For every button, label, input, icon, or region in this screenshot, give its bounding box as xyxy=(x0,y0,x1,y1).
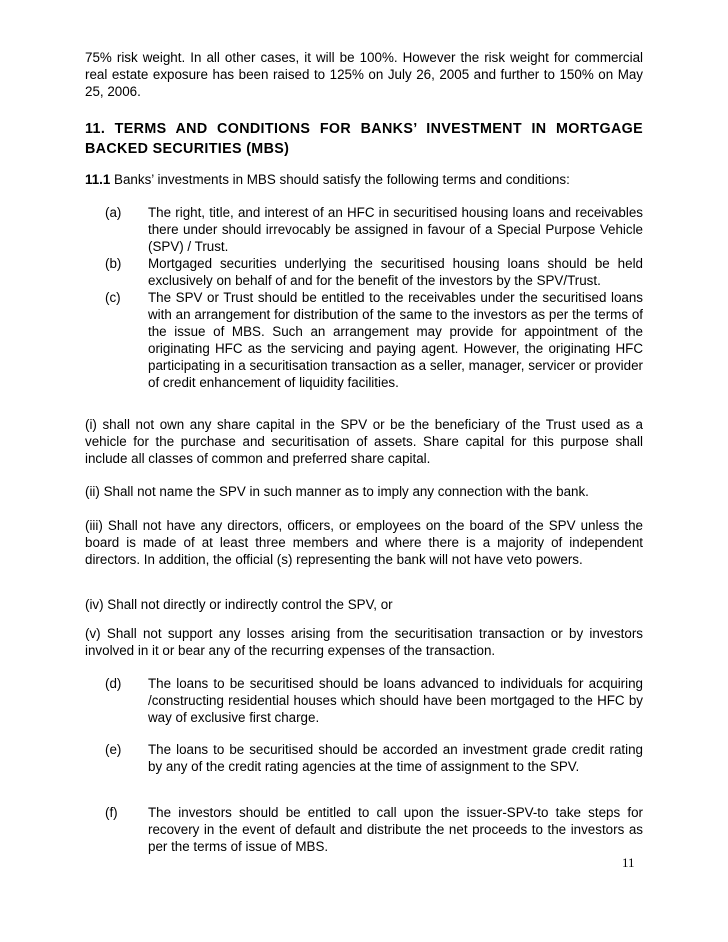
roman-paragraph-iv: (iv) Shall not directly or indirectly control the SPV, or xyxy=(85,597,393,612)
list-item-label: (e) xyxy=(105,742,122,757)
list-item-text: The investors should be entitled to call upon the issuer-SPV-to take steps for recovery in the event of default and distribute the net proceeds to the investors as per the terms of issue of MBS. xyxy=(148,805,643,854)
page-number: 11 xyxy=(622,855,635,870)
list-item-text: The SPV or Trust should be entitled to the receivables under the securitised loans with an arrangement for distribution of the same to the investors as per the terms of the issue of MBS. Such an arrangement may provide for appointment of the originating HFC as the servicing and paying agent. However, the originating HFC participating in a securitisation transaction as a seller, manager, servicer or provider of credit enhancement of liquidity facilities. xyxy=(148,290,643,390)
roman-paragraph-v: (v) Shall not support any losses arising from the securitisation transaction or by investors involved in it or bear any of the recurring expenses of the transaction. xyxy=(85,626,643,658)
roman-paragraph-ii: (ii) Shall not name the SPV in such manner as to imply any connection with the bank. xyxy=(85,484,589,499)
list-item-text: The right, title, and interest of an HFC in securitised housing loans and receivables there under should irrevocably be assigned in favour of a Special Purpose Vehicle (SPV) / Trust. xyxy=(148,205,643,254)
roman-paragraph-i: (i) shall not own any share capital in the SPV or be the beneficiary of the Trust used as a vehicle for the purchase and securitisation of assets. Share capital for this purpose shall include all classes of common and preferred share capital. xyxy=(85,417,643,466)
roman-paragraph-iii: (iii) Shall not have any directors, officers, or employees on the board of the SPV unless the board is made of at least three members and where there is a majority of independent directors. In addition, the official (s) representing the bank will not have veto powers. xyxy=(85,518,643,567)
list-item-label: (a) xyxy=(105,205,122,220)
list-item-label: (b) xyxy=(105,256,122,271)
subsection-number: 11.1 xyxy=(85,172,111,187)
list-item-text: The loans to be securitised should be accorded an investment grade credit rating by any of the credit rating agencies at the time of assignment to the SPV. xyxy=(148,742,643,774)
list-item-label: (c) xyxy=(105,290,121,305)
section-heading: 11. TERMS AND CONDITIONS FOR BANKS’ INVESTMENT IN MORTGAGE BACKED SECURITIES (MBS) xyxy=(85,121,643,157)
subsection-11-1 xyxy=(85,171,643,188)
list-item-text: Mortgaged securities underlying the securitised housing loans should be held exclusively on behalf of and for the benefit of the investors by the SPV/Trust. xyxy=(148,256,643,288)
subsection-text: Banks’ investments in MBS should satisfy the following terms and conditions: xyxy=(110,172,570,187)
list-item-label: (d) xyxy=(105,676,122,691)
intro-paragraph: 75% risk weight. In all other cases, it will be 100%. However the risk weight for commercial real estate exposure has been raised to 125% on July 26, 2005 and further to 150% on May 25, 2006. xyxy=(85,50,643,99)
list-item-label: (f) xyxy=(105,805,118,820)
list-item-text: The loans to be securitised should be loans advanced to individuals for acquiring /constructing residential houses which should have been mortgaged to the HFC by way of exclusive first charge. xyxy=(148,676,643,725)
